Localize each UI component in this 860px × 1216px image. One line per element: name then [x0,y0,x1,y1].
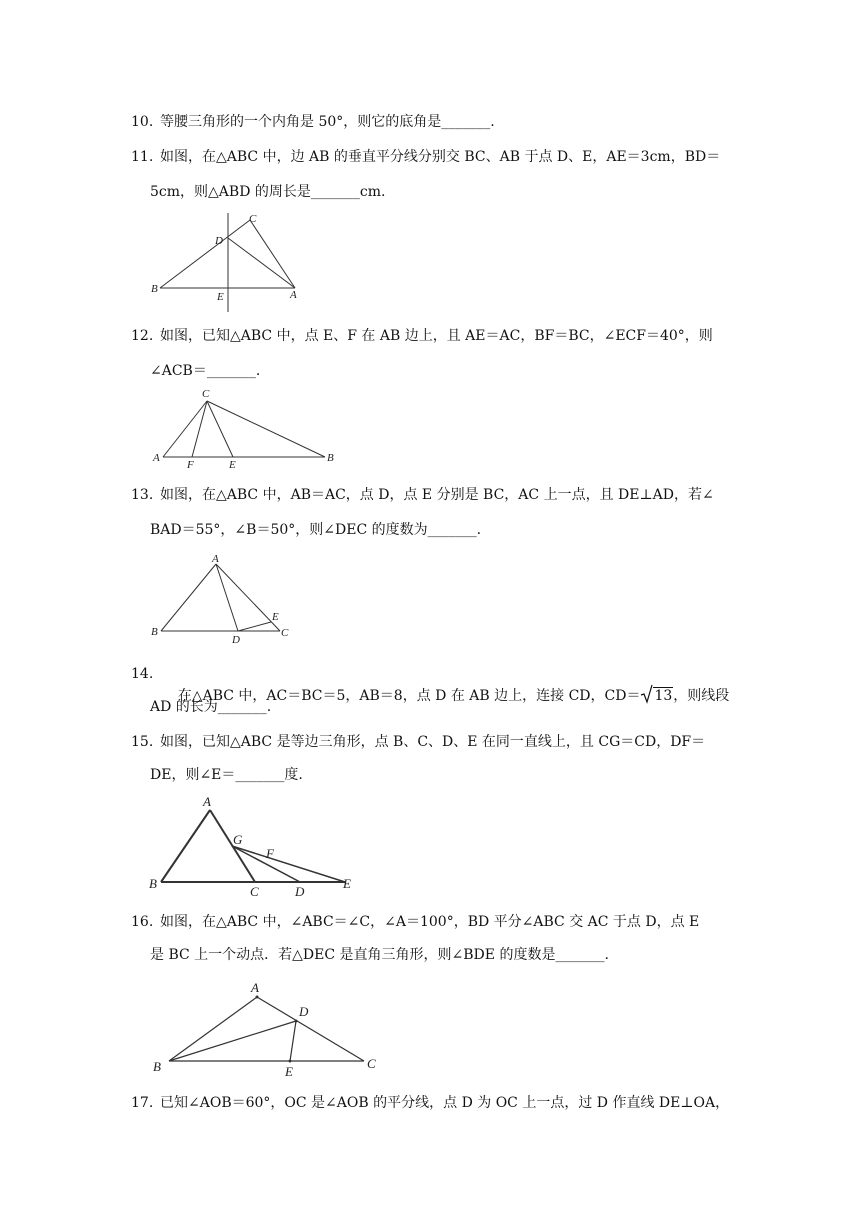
label-a: A [203,794,211,809]
question-text: BAD＝55°，∠B＝50°，则∠DEC 的度数为_______. [150,522,482,538]
figure-q15 [145,792,365,897]
label-a: A [251,980,259,995]
label-b: B [151,626,158,638]
sqrt-expression [640,684,673,706]
question-number: 16. [131,914,154,930]
label-b: B [149,876,157,891]
label-d: D [299,1004,309,1019]
question-text: 在△ABC 中，AC＝BC＝5，AB＝8，点 D 在 AB 边上，连接 CD，CD＝ [177,688,641,704]
label-b: B [153,1059,161,1074]
label-b: B [151,283,158,295]
label-e: E [285,1064,293,1079]
question-text: ∠ACB＝_______. [150,363,261,379]
label-b: B [327,452,334,464]
question-text: AD 的长为_______. [150,699,272,715]
figure-q16 [145,980,385,1080]
label-a: A [153,452,160,464]
label-a: A [290,289,297,301]
label-e: E [272,611,279,623]
figure-q12 [145,385,345,470]
question-text: 如图，在△ABC 中，边 AB 的垂直平分线分别交 BC、AB 于点 D、E，AE＝3cm，BD＝ [160,149,721,165]
label-c: C [367,1056,376,1071]
sqrt-radicand: 13 [654,688,673,704]
question-text-continued: ，则线段 [673,688,730,704]
label-c: C [249,213,257,225]
label-d: D [215,235,223,247]
label-e: E [229,459,236,470]
question-number: 17. [131,1095,154,1111]
label-c: C [250,884,259,897]
question-number: 10. [131,114,154,130]
label-d: D [295,884,305,897]
question-text: 是 BC 上一个动点．若△DEC 是直角三角形，则∠BDE 的度数是_______. [150,947,609,963]
question-text: 已知∠AOB＝60°，OC 是∠AOB 的平分线，点 D 为 OC 上一点，过 D 作直线 DE⊥OA， [160,1095,730,1111]
question-number: 11. [131,149,154,165]
question-number: 13. [131,487,154,503]
figure-q13 [145,550,305,645]
question-text: DE，则∠E＝_______度. [150,767,303,783]
question-text: 5cm，则△ABD 的周长是_______cm. [150,184,386,200]
label-f: F [187,459,194,470]
label-d: D [232,634,240,645]
question-text: 如图，在△ABC 中，∠ABC＝∠C，∠A＝100°，BD 平分∠ABC 交 AC 于点 D，点 E [160,914,700,930]
question-text: 等腰三角形的一个内角是 50°，则它的底角是_______. [160,114,495,130]
question-text: 如图，在△ABC 中，AB＝AC，点 D，点 E 分别是 BC，AC 上一点，且 DE⊥AD，若∠ [160,487,714,503]
question-number: 12. [131,328,154,344]
label-e: E [343,876,351,891]
label-e: E [217,291,224,303]
radical-sign-icon [640,684,653,704]
label-f: F [266,846,274,861]
label-g: G [233,832,243,847]
question-number: 14. [131,666,154,682]
question-number: 15. [131,734,154,750]
label-c: C [202,388,210,400]
question-text: 如图，已知△ABC 是等边三角形，点 B、C、D、E 在同一直线上，且 CG＝CD，DF＝ [160,734,706,750]
label-a: A [212,553,219,565]
figure-q11 [145,208,310,316]
label-c: C [281,627,289,639]
question-text: 如图，已知△ABC 中，点 E、F 在 AB 边上，且 AE＝AC，BF＝BC，∠ECF＝40°，则 [160,328,713,344]
